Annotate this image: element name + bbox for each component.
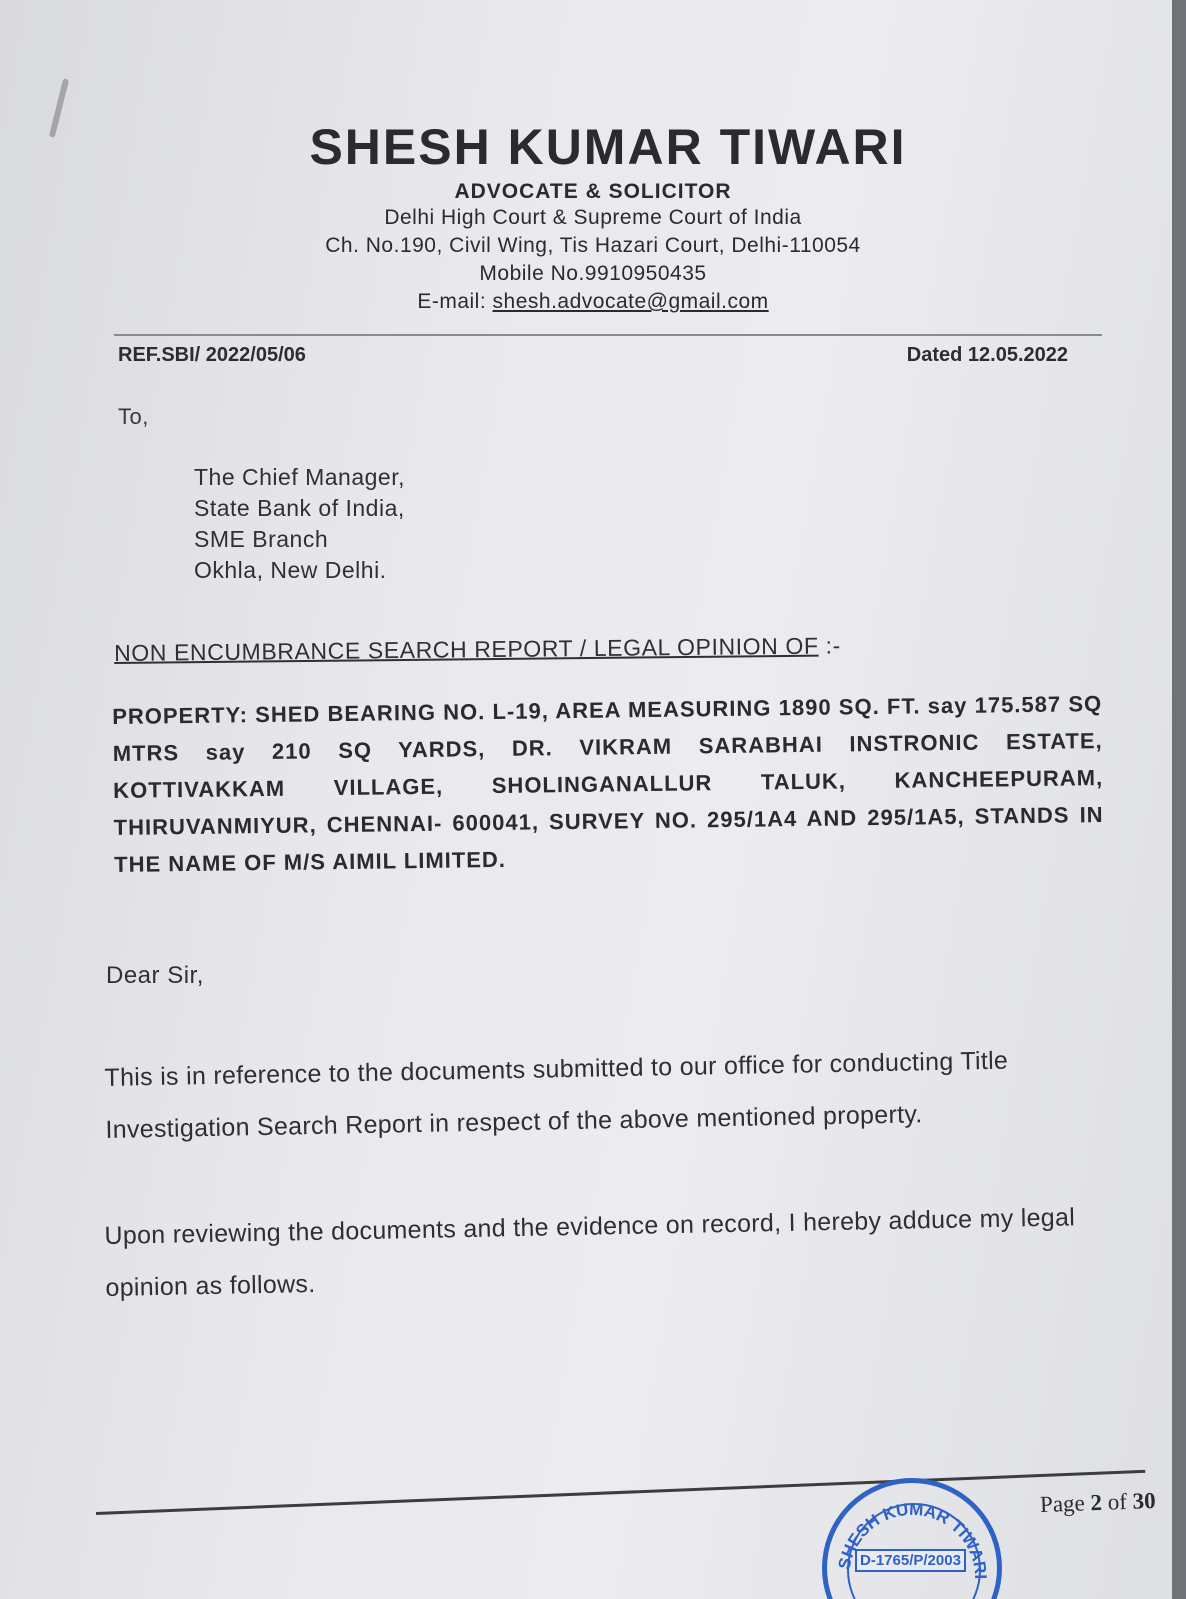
subject-text: NON ENCUMBRANCE SEARCH REPORT / LEGAL OPINION OF xyxy=(114,632,819,666)
page-number: Page 2 of 30 xyxy=(1039,1487,1157,1518)
property-description: PROPERTY: SHED BEARING NO. L-19, AREA MEASURING 1890 SQ. FT. say 175.587 SQ MTRS say 210 SQ YARDS, DR. VIKRAM SARABHAI INSTRONIC ESTATE, KOTTIVAKKAM VILLAGE, SHOLINGANALLUR TALUK, KANCHEEPURAM, THIRUVANMIYUR, CHENNAI- 600041, SURVEY NO. 295/1A4 AND 295/1A5, STANDS IN THE NAME OF M/S AIMIL LIMITED. xyxy=(112,691,1104,877)
advocate-name: SHESH KUMAR TIWARI xyxy=(309,119,907,175)
mobile-number: Mobile No.9910950435 xyxy=(479,262,707,285)
letter-date: Dated 12.05.2022 xyxy=(906,344,1068,366)
addressee-block xyxy=(194,462,405,586)
email-line xyxy=(0,288,1172,316)
reference-number: REF.SBI/ 2022/05/06 xyxy=(118,344,306,366)
seal-id: D-1765/P/2003 xyxy=(855,1549,966,1572)
addressee-line: SME Branch xyxy=(194,526,329,552)
body-paragraph: Upon reviewing the documents and the evidence on record, I hereby adduce my legal opinion as follows. xyxy=(104,1203,1076,1302)
svg-text:SHESH KUMAR TIWARI: SHESH KUMAR TIWARI xyxy=(834,1499,991,1580)
subject-suffix: :- xyxy=(818,632,841,659)
office-address: Ch. No.190, Civil Wing, Tis Hazari Court, Delhi-110054 xyxy=(325,234,861,257)
letterhead xyxy=(0,118,1172,316)
addressee-line: Okhla, New Delhi. xyxy=(194,557,387,583)
to-label: To, xyxy=(118,404,149,429)
email-label: E-mail: xyxy=(417,290,493,313)
salutation: Dear Sir, xyxy=(106,962,204,989)
advocate-title: ADVOCATE & SOLICITOR xyxy=(454,180,732,203)
courts-line: Delhi High Court & Supreme Court of India xyxy=(384,206,802,229)
seal-ring-text xyxy=(827,1483,997,1599)
header-divider xyxy=(114,334,1102,336)
subject-line xyxy=(114,632,841,667)
addressee-line: State Bank of India, xyxy=(194,495,405,521)
email-link[interactable]: shesh.advocate@gmail.com xyxy=(492,290,769,313)
advocate-seal xyxy=(822,1478,1002,1599)
addressee-line: The Chief Manager, xyxy=(194,464,406,490)
body-paragraph: This is in reference to the documents submitted to our office for conducting Title Investigation Search Report in respect of the above mentioned property. xyxy=(104,1046,1009,1144)
